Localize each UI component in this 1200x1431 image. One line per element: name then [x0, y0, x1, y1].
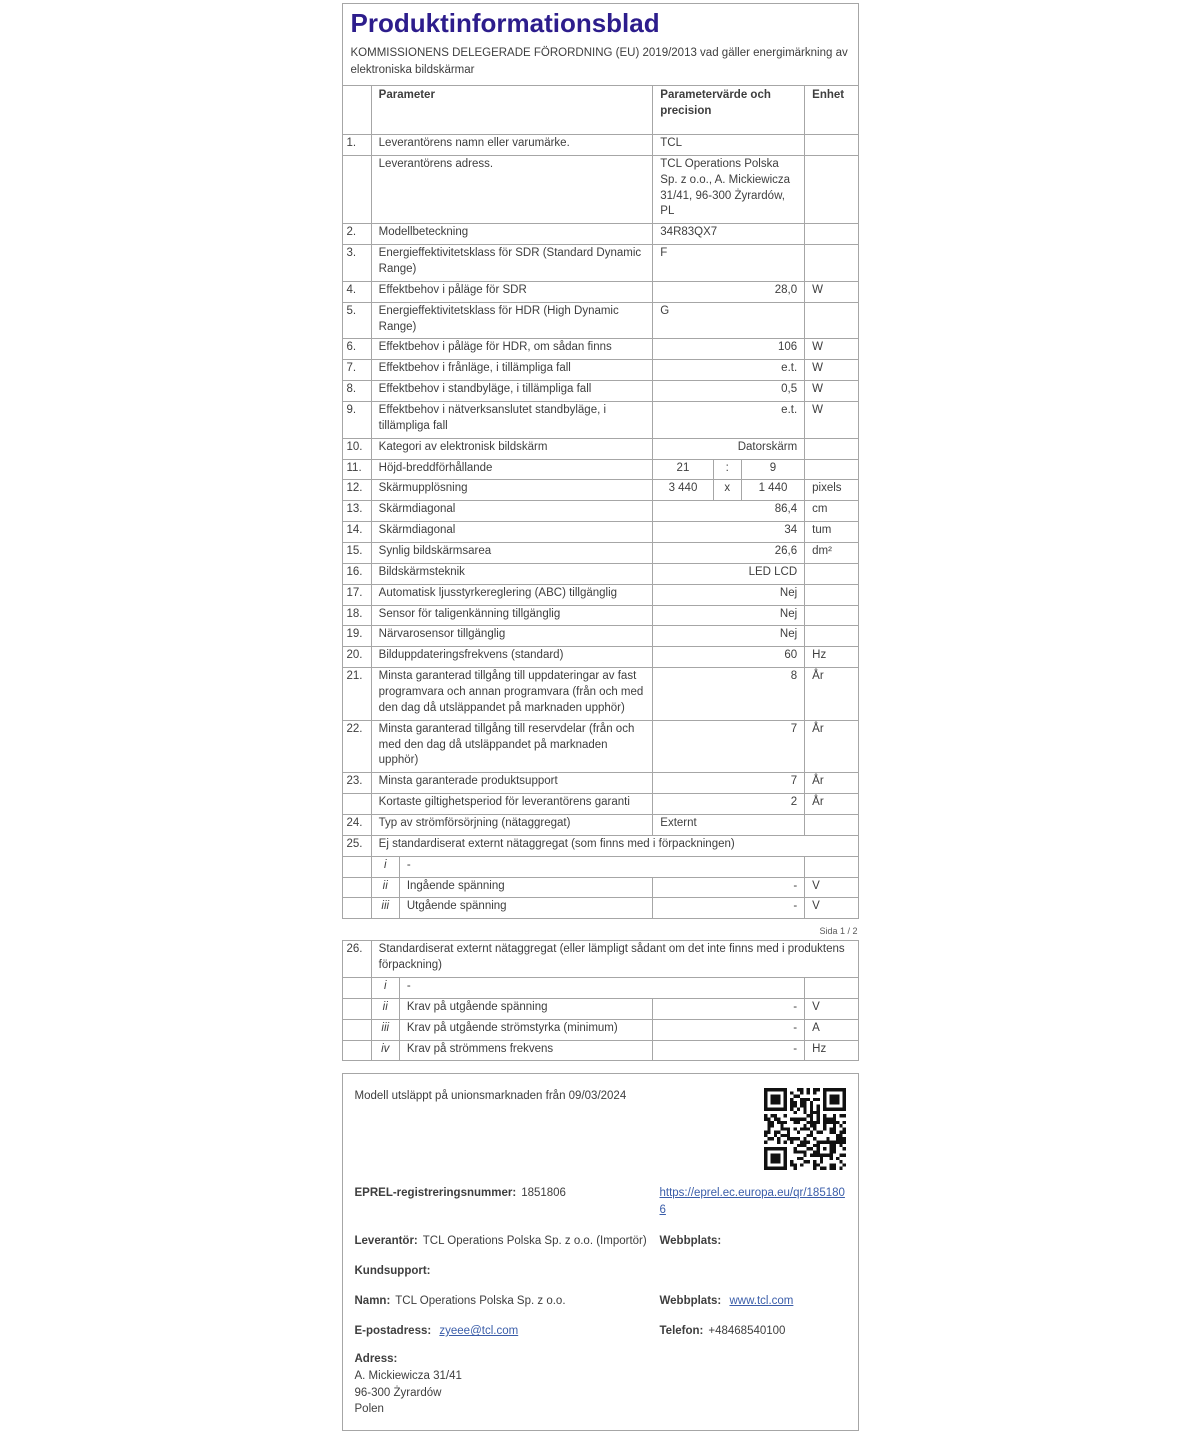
parameter-cell: Synlig bildskärmsarea — [371, 543, 653, 564]
value-cell: 0,5 — [653, 381, 805, 402]
support-website-label: Webbplats: — [659, 1295, 722, 1308]
value-separator-cell: x — [713, 480, 741, 501]
row-number-cell: 18. — [342, 605, 371, 626]
value-cell: 60 — [653, 647, 805, 668]
unit-cell: dm² — [805, 543, 858, 564]
table-row — [342, 1019, 858, 1040]
unit-cell: Hz — [805, 1040, 858, 1061]
address-street: A. Mickiewicza 31/41 — [354, 1369, 462, 1382]
row-number-cell: 2. — [342, 224, 371, 245]
value-cell: - — [653, 1040, 805, 1061]
parameter-cell: Effektbehov i påläge för HDR, om sådan finns — [371, 339, 653, 360]
table-row — [342, 381, 858, 402]
row-number-cell: 6. — [342, 339, 371, 360]
unit-cell — [805, 626, 858, 647]
value-cell: e.t. — [653, 401, 805, 438]
value-cell: 106 — [653, 339, 805, 360]
unit-cell: År — [805, 773, 858, 794]
table-row — [342, 773, 858, 794]
parameter-cell: Automatisk ljusstyrkereglering (ABC) tillgänglig — [371, 584, 653, 605]
row-number-cell — [342, 155, 371, 223]
unit-cell: W — [805, 401, 858, 438]
table-row — [342, 978, 858, 999]
table-row — [342, 543, 858, 564]
unit-cell — [805, 224, 858, 245]
parameter-cell: Energieffektivitetsklass för HDR (High Dynamic Range) — [371, 302, 653, 339]
regulation-subtitle: KOMMISSIONENS DELEGERADE FÖRORDNING (EU) 2019/2013 vad gäller energimärkning av elektroniska bildskärmar — [350, 46, 848, 76]
product-information-sheet — [342, 0, 859, 1431]
table-row — [342, 815, 858, 836]
address-block — [355, 1351, 846, 1418]
parameter-span-cell: Standardiserat externt nätaggregat (eller lämpligt sådant om det inte finns med i produktens förpackning) — [371, 941, 858, 978]
unit-cell: År — [805, 720, 858, 773]
parameter-cell: Skärmdiagonal — [371, 522, 653, 543]
table-row — [342, 501, 858, 522]
qr-code-icon — [764, 1088, 846, 1170]
phone-label: Telefon: — [659, 1325, 704, 1338]
value-cell: Nej — [653, 584, 805, 605]
parameter-cell: Effektbehov i standbyläge, i tillämpliga fall — [371, 381, 653, 402]
email-link[interactable]: zyeee@tcl.com — [439, 1325, 519, 1338]
parameter-cell: Modellbeteckning — [371, 224, 653, 245]
row-number-cell: 1. — [342, 134, 371, 155]
unit-cell — [805, 245, 858, 282]
table-header-row — [342, 86, 858, 135]
sub-index-cell: iii — [371, 898, 399, 919]
parameter-cell: Bildskärmsteknik — [371, 563, 653, 584]
parameter-cell: Typ av strömförsörjning (nätaggregat) — [371, 815, 653, 836]
table-row — [342, 480, 858, 501]
unit-cell: W — [805, 281, 858, 302]
value-cell: 26,6 — [653, 543, 805, 564]
sub-index-cell: iii — [371, 1019, 399, 1040]
parameter-cell: - — [399, 856, 804, 877]
parameter-table-page1 — [342, 85, 859, 919]
table-row — [342, 835, 858, 856]
unit-cell: pixels — [805, 480, 858, 501]
row-number-cell: 20. — [342, 647, 371, 668]
unit-cell — [805, 155, 858, 223]
parameter-cell: Minsta garanterad tillgång till reservdelar (från och med den dag då utsläppandet på marknaden upphör) — [371, 720, 653, 773]
value-cell: 28,0 — [653, 281, 805, 302]
value-cell: LED LCD — [653, 563, 805, 584]
parameter-cell: Närvarosensor tillgänglig — [371, 626, 653, 647]
unit-cell: År — [805, 794, 858, 815]
eprel-link[interactable]: https://eprel.ec.europa.eu/qr/1851806 — [659, 1187, 845, 1217]
value-cell: 34R83QX7 — [653, 224, 805, 245]
table-row — [342, 794, 858, 815]
table-row — [342, 302, 858, 339]
parameter-cell: Energieffektivitetsklass för SDR (Standard Dynamic Range) — [371, 245, 653, 282]
address-label: Adress: — [354, 1353, 398, 1366]
value-first-cell: 3 440 — [653, 480, 713, 501]
row-number-cell: 23. — [342, 773, 371, 794]
table-row — [342, 626, 858, 647]
parameter-cell: Utgående spänning — [399, 898, 652, 919]
row-number-cell: 16. — [342, 563, 371, 584]
unit-cell — [805, 815, 858, 836]
unit-cell — [805, 605, 858, 626]
unit-cell: cm — [805, 501, 858, 522]
sub-index-cell: ii — [371, 998, 399, 1019]
row-number-cell: 10. — [342, 438, 371, 459]
table-row — [342, 563, 858, 584]
row-number-cell: 5. — [342, 302, 371, 339]
unit-cell: År — [805, 668, 858, 721]
row-number-cell — [342, 978, 371, 999]
row-number-cell: 4. — [342, 281, 371, 302]
page-indicator: Sida 1 / 2 — [819, 926, 858, 937]
parameter-cell: Krav på utgående spänning — [399, 998, 652, 1019]
header-number-cell — [342, 86, 371, 135]
value-cell: 8 — [653, 668, 805, 721]
unit-cell: V — [805, 998, 858, 1019]
parameter-cell: Krav på utgående strömstyrka (minimum) — [399, 1019, 652, 1040]
sub-index-cell: i — [371, 856, 399, 877]
parameter-cell: Höjd-breddförhållande — [371, 459, 653, 480]
parameter-table-page2 — [342, 940, 859, 1061]
parameter-cell: Leverantörens adress. — [371, 155, 653, 223]
eprel-label: EPREL-registreringsnummer: — [354, 1187, 517, 1200]
row-number-cell: 22. — [342, 720, 371, 773]
value-cell: Nej — [653, 605, 805, 626]
value-cell: 7 — [653, 720, 805, 773]
parameter-cell: Bilduppdateringsfrekvens (standard) — [371, 647, 653, 668]
address-city: 96-300 Żyrardów — [354, 1386, 442, 1399]
table-row — [342, 856, 858, 877]
sub-index-cell: ii — [371, 877, 399, 898]
unit-cell — [805, 438, 858, 459]
sub-index-cell: iv — [371, 1040, 399, 1061]
unit-cell: tum — [805, 522, 858, 543]
parameter-cell: - — [399, 978, 804, 999]
row-number-cell: 8. — [342, 381, 371, 402]
table-row — [342, 134, 858, 155]
row-number-cell — [342, 898, 371, 919]
parameter-cell: Skärmdiagonal — [371, 501, 653, 522]
table-row — [342, 245, 858, 282]
row-number-cell: 26. — [342, 941, 371, 978]
unit-cell: W — [805, 339, 858, 360]
unit-cell: W — [805, 381, 858, 402]
value-second-cell: 1 440 — [741, 480, 804, 501]
table-row — [342, 155, 858, 223]
table2-body — [342, 941, 858, 1061]
row-number-cell: 21. — [342, 668, 371, 721]
unit-cell — [805, 978, 858, 999]
parameter-cell: Sensor för taligenkänning tillgänglig — [371, 605, 653, 626]
row-number-cell: 14. — [342, 522, 371, 543]
parameter-cell: Ingående spänning — [399, 877, 652, 898]
value-cell: 7 — [653, 773, 805, 794]
row-number-cell: 15. — [342, 543, 371, 564]
parameter-cell: Effektbehov i frånläge, i tillämpliga fall — [371, 360, 653, 381]
value-cell: TCL — [653, 134, 805, 155]
value-cell: - — [653, 877, 805, 898]
table-row — [342, 877, 858, 898]
value-second-cell: 9 — [741, 459, 804, 480]
footer-top-section — [355, 1084, 846, 1176]
row-number-cell: 25. — [342, 835, 371, 856]
value-cell: TCL Operations Polska Sp. z o.o., A. Mickiewicza 31/41, 96-300 Żyrardów, PL — [653, 155, 805, 223]
website-label: Webbplats: — [659, 1234, 722, 1247]
row-number-cell — [342, 856, 371, 877]
value-cell: 34 — [653, 522, 805, 543]
table-header — [342, 86, 858, 135]
unit-cell — [805, 134, 858, 155]
table-row — [342, 898, 858, 919]
value-separator-cell: : — [713, 459, 741, 480]
table-row — [342, 360, 858, 381]
table1-body — [342, 134, 858, 918]
parameter-cell: Minsta garanterade produktsupport — [371, 773, 653, 794]
table-row — [342, 605, 858, 626]
parameter-cell: Kategori av elektronisk bildskärm — [371, 438, 653, 459]
unit-cell: W — [805, 360, 858, 381]
row-number-cell: 12. — [342, 480, 371, 501]
row-number-cell: 19. — [342, 626, 371, 647]
row-number-cell — [342, 794, 371, 815]
table-row — [342, 998, 858, 1019]
table-row — [342, 647, 858, 668]
document-header — [342, 3, 859, 85]
table-row — [342, 522, 858, 543]
supplier-name: TCL Operations Polska Sp. z o.o. (Importör) — [422, 1234, 647, 1247]
unit-cell — [805, 563, 858, 584]
parameter-cell: Krav på strömmens frekvens — [399, 1040, 652, 1061]
row-number-cell: 9. — [342, 401, 371, 438]
unit-cell: V — [805, 877, 858, 898]
table-row — [342, 720, 858, 773]
support-name-label: Namn: — [354, 1295, 391, 1308]
row-number-cell — [342, 998, 371, 1019]
row-number-cell: 11. — [342, 459, 371, 480]
email-label: E-postadress: — [354, 1325, 432, 1338]
support-website-link[interactable]: www.tcl.com — [729, 1295, 794, 1308]
table-row — [342, 584, 858, 605]
parameter-cell: Leverantörens namn eller varumärke. — [371, 134, 653, 155]
unit-cell — [805, 584, 858, 605]
eprel-row — [355, 1185, 846, 1218]
unit-cell — [805, 856, 858, 877]
table-row — [342, 459, 858, 480]
value-cell: - — [653, 898, 805, 919]
supplier-label: Leverantör: — [354, 1234, 418, 1247]
unit-cell — [805, 459, 858, 480]
support-name-value: TCL Operations Polska Sp. z o.o. — [395, 1295, 566, 1308]
table-row — [342, 224, 858, 245]
row-number-cell: 24. — [342, 815, 371, 836]
value-cell: - — [653, 998, 805, 1019]
value-cell: e.t. — [653, 360, 805, 381]
table-row — [342, 941, 858, 978]
parameter-span-cell: Ej standardiserat externt nätaggregat (som finns med i förpackningen) — [371, 835, 858, 856]
row-number-cell: 13. — [342, 501, 371, 522]
unit-cell: A — [805, 1019, 858, 1040]
market-release-text: Modell utsläppt på unionsmarknaden från 09/03/2024 — [354, 1090, 627, 1103]
header-value: Parametervärde och precision — [653, 86, 805, 135]
value-cell: F — [653, 245, 805, 282]
value-first-cell: 21 — [653, 459, 713, 480]
table2-section — [342, 940, 859, 1061]
table-row — [342, 1040, 858, 1061]
parameter-cell: Kortaste giltighetsperiod för leverantörens garanti — [371, 794, 653, 815]
value-cell: Datorskärm — [653, 438, 805, 459]
row-number-cell — [342, 1040, 371, 1061]
email-phone-row — [355, 1323, 846, 1339]
supplier-row — [355, 1233, 846, 1249]
value-cell: 2 — [653, 794, 805, 815]
table-row — [342, 668, 858, 721]
table-row — [342, 401, 858, 438]
value-cell: Nej — [653, 626, 805, 647]
phone-number: +48468540100 — [708, 1325, 786, 1338]
value-cell: Externt — [653, 815, 805, 836]
row-number-cell — [342, 1019, 371, 1040]
header-parameter: Parameter — [371, 86, 653, 135]
unit-cell: V — [805, 898, 858, 919]
support-label: Kundsupport: — [354, 1264, 431, 1277]
value-cell: G — [653, 302, 805, 339]
row-number-cell: 17. — [342, 584, 371, 605]
row-number-cell — [342, 877, 371, 898]
unit-cell — [805, 302, 858, 339]
unit-cell: Hz — [805, 647, 858, 668]
value-cell: 86,4 — [653, 501, 805, 522]
table-row — [342, 339, 858, 360]
table-row — [342, 438, 858, 459]
row-number-cell: 3. — [342, 245, 371, 282]
support-name-row — [355, 1293, 846, 1309]
parameter-cell: Skärmupplösning — [371, 480, 653, 501]
parameter-cell: Minsta garanterad tillgång till uppdateringar av fast programvara och annan programvara (från och med den dag då utsläppandet på marknaden upphör) — [371, 668, 653, 721]
page-title: Produktinformationsblad — [350, 8, 660, 38]
parameter-cell: Effektbehov i nätverksanslutet standbyläge, i tillämpliga fall — [371, 401, 653, 438]
sub-index-cell: i — [371, 978, 399, 999]
parameter-cell: Effektbehov i påläge för SDR — [371, 281, 653, 302]
eprel-number: 1851806 — [521, 1187, 566, 1200]
table-row — [342, 281, 858, 302]
address-country: Polen — [354, 1403, 384, 1416]
footer-info-box — [342, 1073, 859, 1430]
value-cell: - — [653, 1019, 805, 1040]
support-row — [355, 1263, 846, 1279]
header-unit: Enhet — [805, 86, 858, 135]
row-number-cell: 7. — [342, 360, 371, 381]
